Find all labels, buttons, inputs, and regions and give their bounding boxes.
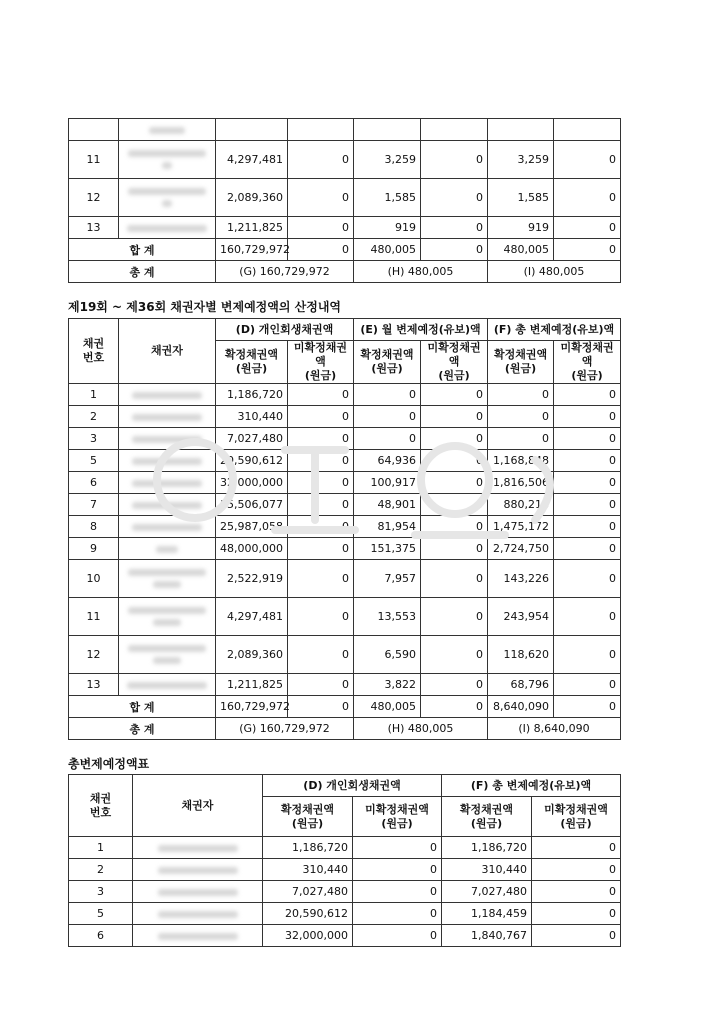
table-row — [69, 428, 621, 450]
e-unfixed-cell: 0 — [421, 696, 488, 718]
f-unfixed-cell: 0 — [554, 472, 621, 494]
creditor-no-cell: 6 — [69, 925, 133, 947]
f-unfixed-cell: 0 — [554, 406, 621, 428]
table-row — [69, 217, 621, 239]
f-unfixed-cell: 0 — [532, 859, 621, 881]
f-unfixed-cell: 0 — [532, 837, 621, 859]
e-unfixed-cell: 0 — [421, 494, 488, 516]
table-row — [69, 560, 621, 598]
f-fixed-cell: 1,475,172 — [488, 516, 554, 538]
d-fixed-cell: 32,000,000 — [216, 472, 288, 494]
redacted-name — [132, 436, 202, 443]
d-fixed-cell: 160,729,972 — [216, 239, 288, 261]
e-fixed-cell: 81,954 — [354, 516, 421, 538]
d-fixed-cell: 25,987,058 — [216, 516, 288, 538]
e-fixed-cell: 7,957 — [354, 560, 421, 598]
d-unfixed-cell: 0 — [288, 636, 354, 674]
subtotal-row — [69, 239, 621, 261]
f-fixed-cell: 243,954 — [488, 598, 554, 636]
redacted-name — [156, 546, 178, 553]
e-unfixed-cell: 0 — [421, 560, 488, 598]
redacted-name — [158, 911, 238, 918]
d-fixed-header: 확정채권액 (원금) — [263, 797, 353, 837]
d-fixed-cell: 1,211,825 — [216, 674, 288, 696]
d-unfixed-cell: 0 — [288, 538, 354, 560]
d-fixed-cell: 4,297,481 — [216, 141, 288, 179]
subtotal-label: 합 계 — [69, 239, 216, 261]
table-row — [69, 516, 621, 538]
d-fixed-cell: 310,440 — [216, 406, 288, 428]
creditor-no-cell: 8 — [69, 516, 119, 538]
d-fixed-cell: 48,000,000 — [216, 538, 288, 560]
f-unfixed-cell: 0 — [554, 141, 621, 179]
d-unfixed-cell: 0 — [353, 881, 442, 903]
e-fixed-cell: 151,375 — [354, 538, 421, 560]
redacted-name — [132, 414, 202, 421]
redacted-name — [132, 524, 202, 531]
f-fixed-header: 확정채권액 (원금) — [488, 341, 554, 384]
e-fixed-cell: 480,005 — [354, 239, 421, 261]
f-fixed-cell: 0 — [488, 428, 554, 450]
redacted-name — [128, 569, 206, 576]
table-row — [69, 384, 621, 406]
d-unfixed-cell: 0 — [288, 217, 354, 239]
table-row — [69, 450, 621, 472]
d-fixed-header: 확정채권액 (원금) — [216, 341, 288, 384]
table-row — [69, 903, 621, 925]
subtotal-row — [69, 696, 621, 718]
d-unfixed-cell: 0 — [288, 384, 354, 406]
creditor-name-cell — [119, 179, 216, 217]
creditor-name-cell — [119, 384, 216, 406]
d-unfixed-cell: 0 — [288, 428, 354, 450]
redacted-name — [128, 607, 206, 614]
e-fixed-cell: 3,822 — [354, 674, 421, 696]
d-fixed-cell: 310,440 — [263, 859, 353, 881]
total-label: 총 계 — [69, 261, 216, 283]
e-unfixed-cell: 0 — [421, 450, 488, 472]
f-fixed-cell: 0 — [488, 384, 554, 406]
total-g: (G) 160,729,972 — [216, 718, 354, 740]
e-unfixed-cell: 0 — [421, 239, 488, 261]
creditor-name-cell — [133, 837, 263, 859]
f-unfixed-cell: 0 — [532, 925, 621, 947]
f-unfixed-cell: 0 — [554, 560, 621, 598]
redacted-name — [127, 225, 207, 232]
e-fixed-cell: 0 — [354, 384, 421, 406]
d-fixed-cell: 32,000,000 — [263, 925, 353, 947]
d-unfixed-cell: 0 — [288, 179, 354, 217]
f-unfixed-cell: 0 — [554, 674, 621, 696]
e-unfixed-cell: 0 — [421, 516, 488, 538]
f-unfixed-cell: 0 — [554, 636, 621, 674]
f-fixed-cell: 68,796 — [488, 674, 554, 696]
creditor-no-cell: 2 — [69, 859, 133, 881]
creditor-no-cell: 5 — [69, 903, 133, 925]
creditor-name-cell — [119, 494, 216, 516]
redacted-name — [153, 657, 181, 664]
total-i: (I) 8,640,090 — [488, 718, 621, 740]
total-row — [69, 261, 621, 283]
table-row — [69, 119, 621, 141]
creditor-no-cell: 2 — [69, 406, 119, 428]
f-unfixed-header: 미확정채권액 (원금) — [554, 341, 621, 384]
f-fixed-cell: 480,005 — [488, 239, 554, 261]
d-fixed-cell: 2,522,919 — [216, 560, 288, 598]
table-row — [69, 859, 621, 881]
creditor-name-cell — [119, 598, 216, 636]
e-unfixed-cell: 0 — [421, 598, 488, 636]
creditor-no-cell: 13 — [69, 217, 119, 239]
creditor-no-cell — [69, 119, 119, 141]
redacted-name — [158, 845, 238, 852]
e-fixed-cell: 1,585 — [354, 179, 421, 217]
creditor-name-cell — [119, 450, 216, 472]
total-i: (I) 480,005 — [488, 261, 621, 283]
creditor-name-cell — [119, 516, 216, 538]
redacted-name — [158, 889, 238, 896]
d-header: (D) 개인회생채권액 — [216, 319, 354, 341]
d-fixed-cell: 2,089,360 — [216, 179, 288, 217]
f-fixed-cell: 2,724,750 — [488, 538, 554, 560]
total-h: (H) 480,005 — [354, 261, 488, 283]
total-g: (G) 160,729,972 — [216, 261, 354, 283]
f-fixed-cell: 1,184,459 — [442, 903, 532, 925]
f-fixed-cell: 1,816,506 — [488, 472, 554, 494]
redacted-name — [132, 458, 202, 465]
redacted-name — [127, 682, 207, 689]
f-unfixed-cell: 0 — [554, 239, 621, 261]
e-fixed-cell: 6,590 — [354, 636, 421, 674]
d-unfixed-cell: 0 — [288, 472, 354, 494]
e-fixed-cell: 919 — [354, 217, 421, 239]
creditor-header: 채권자 — [119, 319, 216, 384]
subtotal-label: 합 계 — [69, 696, 216, 718]
e-unfixed-cell: 0 — [421, 179, 488, 217]
e-fixed-cell: 0 — [354, 428, 421, 450]
creditor-name-cell — [119, 141, 216, 179]
redacted-name — [158, 933, 238, 940]
e-fixed-cell: 13,553 — [354, 598, 421, 636]
d-unfixed-cell: 0 — [353, 859, 442, 881]
f-unfixed-cell: 0 — [532, 903, 621, 925]
f-fixed-cell: 118,620 — [488, 636, 554, 674]
e-unfixed-cell: 0 — [421, 674, 488, 696]
f-fixed-cell: 1,840,767 — [442, 925, 532, 947]
d-unfixed-cell: 0 — [288, 406, 354, 428]
creditor-no-cell: 6 — [69, 472, 119, 494]
d-fixed-cell: 160,729,972 — [216, 696, 288, 718]
d-unfixed-cell: 0 — [353, 837, 442, 859]
d-fixed-cell: 1,186,720 — [263, 837, 353, 859]
d-fixed-cell: 7,027,480 — [263, 881, 353, 903]
table-row — [69, 925, 621, 947]
redacted-name — [132, 480, 202, 487]
redacted-name — [153, 581, 181, 588]
f-fixed-cell: 8,640,090 — [488, 696, 554, 718]
f-unfixed-cell: 0 — [554, 516, 621, 538]
table-row — [69, 472, 621, 494]
table-row — [69, 141, 621, 179]
e-unfixed-cell: 0 — [421, 406, 488, 428]
table-row — [69, 674, 621, 696]
table-row — [69, 881, 621, 903]
f-fixed-cell: 7,027,480 — [442, 881, 532, 903]
creditor-no-cell: 10 — [69, 560, 119, 598]
creditor-no-header: 채권 번호 — [69, 775, 133, 837]
f-fixed-cell: 880,218 — [488, 494, 554, 516]
creditor-no-cell: 1 — [69, 837, 133, 859]
d-unfixed-cell: 0 — [288, 141, 354, 179]
f-unfixed-cell: 0 — [554, 494, 621, 516]
creditor-name-cell — [133, 881, 263, 903]
f-fixed-cell: 1,186,720 — [442, 837, 532, 859]
creditor-name-cell — [119, 428, 216, 450]
table-row — [69, 179, 621, 217]
top-continuation-table — [68, 118, 621, 283]
redacted-name — [149, 127, 185, 134]
f-header: (F) 총 변제예정(유보)액 — [442, 775, 621, 797]
creditor-no-header: 채권 번호 — [69, 319, 119, 384]
table-row — [69, 598, 621, 636]
f-fixed-cell: 919 — [488, 217, 554, 239]
f-fixed-cell: 1,168,848 — [488, 450, 554, 472]
redacted-name — [162, 200, 172, 207]
creditor-name-cell — [119, 217, 216, 239]
f-unfixed-header: 미확정채권액 (원금) — [532, 797, 621, 837]
repayment-calculation-table — [68, 318, 621, 740]
table-row — [69, 837, 621, 859]
e-unfixed-cell: 0 — [421, 636, 488, 674]
f-unfixed-cell: 0 — [554, 696, 621, 718]
creditor-name-cell — [119, 538, 216, 560]
e-fixed-cell: 3,259 — [354, 141, 421, 179]
creditor-header: 채권자 — [133, 775, 263, 837]
creditor-name-cell — [119, 636, 216, 674]
redacted-name — [128, 150, 206, 157]
redacted-name — [162, 162, 172, 169]
creditor-name-cell — [119, 472, 216, 494]
d-fixed-cell: 20,590,612 — [216, 450, 288, 472]
d-fixed-cell: 7,027,480 — [216, 428, 288, 450]
d-fixed-cell: 1,186,720 — [216, 384, 288, 406]
creditor-no-cell: 12 — [69, 179, 119, 217]
d-fixed-cell: 4,297,481 — [216, 598, 288, 636]
creditor-no-cell: 3 — [69, 881, 133, 903]
creditor-name-cell — [119, 674, 216, 696]
creditor-name-cell — [119, 119, 216, 141]
redacted-name — [158, 867, 238, 874]
creditor-name-cell — [133, 925, 263, 947]
d-unfixed-header: 미확정채권액 (원금) — [288, 341, 354, 384]
e-unfixed-cell: 0 — [421, 217, 488, 239]
f-fixed-header: 확정채권액 (원금) — [442, 797, 532, 837]
total-label: 총 계 — [69, 718, 216, 740]
d-fixed-cell: 1,211,825 — [216, 217, 288, 239]
e-fixed-cell: 100,917 — [354, 472, 421, 494]
f-unfixed-cell: 0 — [554, 598, 621, 636]
d-unfixed-header: 미확정채권액 (원금) — [353, 797, 442, 837]
table-row — [69, 636, 621, 674]
d-unfixed-cell: 0 — [288, 494, 354, 516]
d-fixed-cell: 15,506,077 — [216, 494, 288, 516]
redacted-name — [128, 188, 206, 195]
e-unfixed-cell: 0 — [421, 141, 488, 179]
creditor-no-cell: 7 — [69, 494, 119, 516]
f-unfixed-cell: 0 — [554, 450, 621, 472]
e-unfixed-cell: 0 — [421, 428, 488, 450]
f-unfixed-cell: 0 — [554, 217, 621, 239]
total-row — [69, 718, 621, 740]
creditor-no-cell: 9 — [69, 538, 119, 560]
creditor-no-cell: 11 — [69, 598, 119, 636]
creditor-no-cell: 11 — [69, 141, 119, 179]
d-unfixed-cell: 0 — [288, 450, 354, 472]
creditor-name-cell — [119, 560, 216, 598]
f-unfixed-cell: 0 — [554, 428, 621, 450]
redacted-name — [132, 502, 202, 509]
f-fixed-cell: 3,259 — [488, 141, 554, 179]
table-row — [69, 538, 621, 560]
f-fixed-cell: 143,226 — [488, 560, 554, 598]
creditor-name-cell — [119, 406, 216, 428]
e-fixed-cell: 48,901 — [354, 494, 421, 516]
e-unfixed-header: 미확정채권액 (원금) — [421, 341, 488, 384]
creditor-no-cell: 3 — [69, 428, 119, 450]
f-unfixed-cell: 0 — [554, 179, 621, 217]
f-header: (F) 총 변제예정(유보)액 — [488, 319, 621, 341]
d-unfixed-cell: 0 — [288, 674, 354, 696]
d-unfixed-cell: 0 — [288, 696, 354, 718]
d-header: (D) 개인회생채권액 — [263, 775, 442, 797]
table-row — [69, 494, 621, 516]
creditor-no-cell: 5 — [69, 450, 119, 472]
e-fixed-cell: 64,936 — [354, 450, 421, 472]
creditor-name-cell — [133, 859, 263, 881]
f-fixed-cell: 0 — [488, 406, 554, 428]
redacted-name — [153, 619, 181, 626]
d-fixed-cell: 2,089,360 — [216, 636, 288, 674]
f-unfixed-cell: 0 — [532, 881, 621, 903]
e-fixed-cell: 0 — [354, 406, 421, 428]
total-h: (H) 480,005 — [354, 718, 488, 740]
redacted-name — [128, 645, 206, 652]
f-unfixed-cell: 0 — [554, 384, 621, 406]
e-fixed-header: 확정채권액 (원금) — [354, 341, 421, 384]
e-header: (E) 월 변제예정(유보)액 — [354, 319, 488, 341]
f-fixed-cell: 1,585 — [488, 179, 554, 217]
e-unfixed-cell: 0 — [421, 472, 488, 494]
total-repayment-table — [68, 774, 621, 947]
creditor-name-cell — [133, 903, 263, 925]
d-unfixed-cell: 0 — [288, 239, 354, 261]
d-fixed-cell: 20,590,612 — [263, 903, 353, 925]
d-unfixed-cell: 0 — [288, 516, 354, 538]
e-unfixed-cell: 0 — [421, 538, 488, 560]
section-title: 제19회 ~ 제36회 채권자별 변제예정액의 산정내역 — [68, 300, 341, 314]
creditor-no-cell: 12 — [69, 636, 119, 674]
d-unfixed-cell: 0 — [288, 560, 354, 598]
f-unfixed-cell: 0 — [554, 538, 621, 560]
e-fixed-cell: 480,005 — [354, 696, 421, 718]
table-row — [69, 406, 621, 428]
f-fixed-cell: 310,440 — [442, 859, 532, 881]
section-title: 총변제예정액표 — [68, 757, 150, 771]
e-unfixed-cell: 0 — [421, 384, 488, 406]
d-unfixed-cell: 0 — [353, 925, 442, 947]
redacted-name — [132, 392, 202, 399]
d-unfixed-cell: 0 — [353, 903, 442, 925]
creditor-no-cell: 13 — [69, 674, 119, 696]
d-unfixed-cell: 0 — [288, 598, 354, 636]
creditor-no-cell: 1 — [69, 384, 119, 406]
